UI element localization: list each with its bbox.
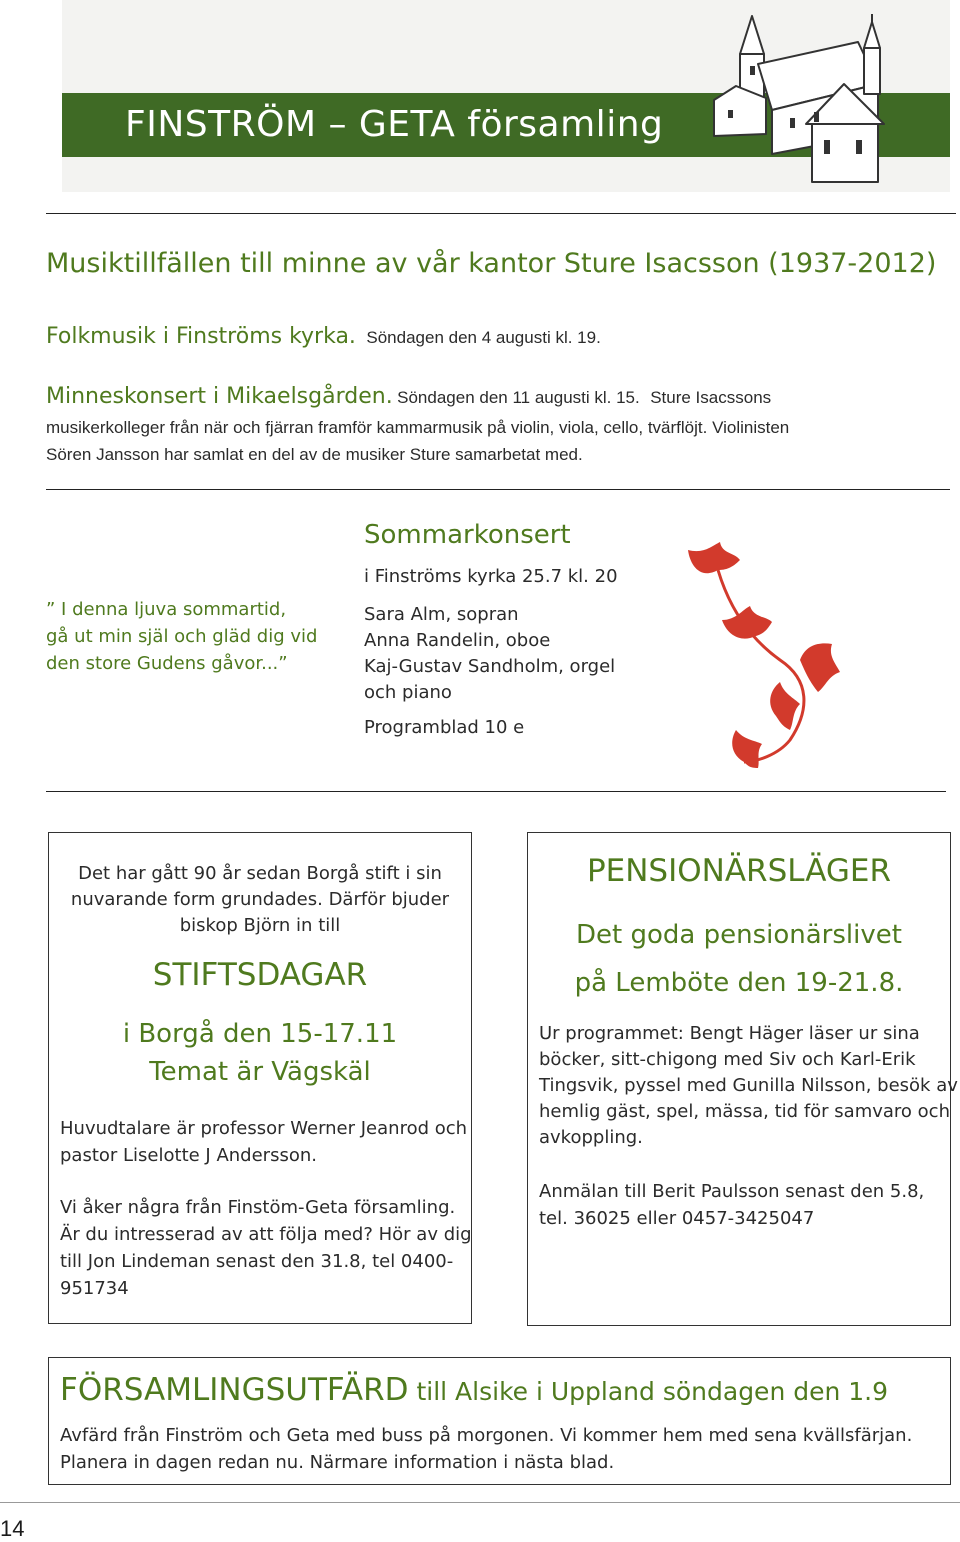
leaf-branch-illustration bbox=[660, 540, 870, 772]
event-memorial-desc-line2: musikerkolleger från när och fjärran framför kammarmusik på violin, viola, cello, tvärflöjt. Violinisten bbox=[46, 418, 790, 437]
event-memorial-title: Minneskonsert i Mikaelsgården. bbox=[46, 384, 393, 409]
camp-title: PENSIONÄRSLÄGER bbox=[586, 853, 892, 889]
hymn-quote: ” I denna ljuva sommartid, gå ut min själ och gläd dig vid den store Gudens gåvor...” bbox=[46, 599, 318, 674]
camp-program: Ur programmet: Bengt Häger läser ur sina böcker, sitt-chigong med Siv och Karl-Erik Tingsvik, pyssel med Gunilla Nilsson, besök av hemlig gäst, spel, mässa, tid för samvaro och avkoppling. bbox=[539, 1023, 958, 1148]
stiftsdagar-title: STIFTSDAGAR bbox=[152, 957, 368, 993]
event-memorial-detail: Söndagen den 11 augusti kl. 15. bbox=[397, 388, 640, 407]
page-number: 14 bbox=[0, 1516, 25, 1541]
stiftsdagar-box bbox=[48, 832, 472, 1324]
event-folk-title: Folkmusik i Finströms kyrka. bbox=[46, 324, 356, 349]
camp-subtitle: Det goda pensionärslivet på Lemböte den 19-21.8. bbox=[574, 920, 904, 998]
stiftsdagar-join: Vi åker några från Finstöm-Geta församling. Är du intresserad av att följa med? Hör av dig till Jon Lindeman senast den 31.8, tel 0400- 951734 bbox=[60, 1197, 472, 1299]
event-folk bbox=[46, 324, 601, 349]
event-memorial bbox=[46, 384, 771, 409]
pensionarslager-box bbox=[527, 832, 958, 1326]
event-memorial-desc-line3: Sören Jansson har samlat en del av de musiker Sture samarbetat med. bbox=[46, 445, 583, 464]
concert-program: Programblad 10 e bbox=[364, 717, 525, 738]
concert-place: i Finströms kyrka 25.7 kl. 20 bbox=[364, 566, 618, 587]
footer-divider bbox=[0, 1502, 960, 1503]
stiftsdagar-when: i Borgå den 15-17.11 Temat är Vägskäl bbox=[122, 1019, 398, 1087]
trip-body: Avfärd från Finström och Geta med buss på morgonen. Vi kommer hem med sena kvällsfärjan. Planera in dagen redan nu. Närmare information i nästa blad. bbox=[60, 1425, 913, 1473]
divider bbox=[46, 213, 956, 214]
stiftsdagar-intro: Det har gått 90 år sedan Borgå stift i sin nuvarande form grundades. Därför bjuder biskop Björn in till bbox=[70, 863, 450, 936]
trip-title: FÖRSAMLINGSUTFÄRD till Alsike i Uppland söndagen den 1.9 bbox=[60, 1372, 889, 1408]
trip-box bbox=[48, 1357, 951, 1485]
event-memorial-desc: Sture Isacssons bbox=[650, 388, 772, 407]
stiftsdagar-speakers: Huvudtalare är professor Werner Jeanrod och pastor Liselotte J Andersson. bbox=[60, 1118, 468, 1166]
church-icon bbox=[706, 14, 950, 192]
divider bbox=[46, 791, 946, 792]
parish-logo-text: FINSTRÖM – GETA församling bbox=[125, 104, 664, 145]
divider bbox=[46, 489, 950, 490]
music-heading: Musiktillfällen till minne av vår kantor Sture Isacsson (1937-2012) bbox=[46, 248, 937, 279]
camp-signup: Anmälan till Berit Paulsson senast den 5.8, tel. 36025 eller 0457-3425047 bbox=[539, 1181, 925, 1229]
concert-title: Sommarkonsert bbox=[364, 520, 571, 550]
event-folk-detail: Söndagen den 4 augusti kl. 19. bbox=[366, 328, 601, 347]
concert-performers: Sara Alm, sopran Anna Randelin, oboe Kaj-Gustav Sandholm, orgel och piano bbox=[364, 604, 616, 703]
